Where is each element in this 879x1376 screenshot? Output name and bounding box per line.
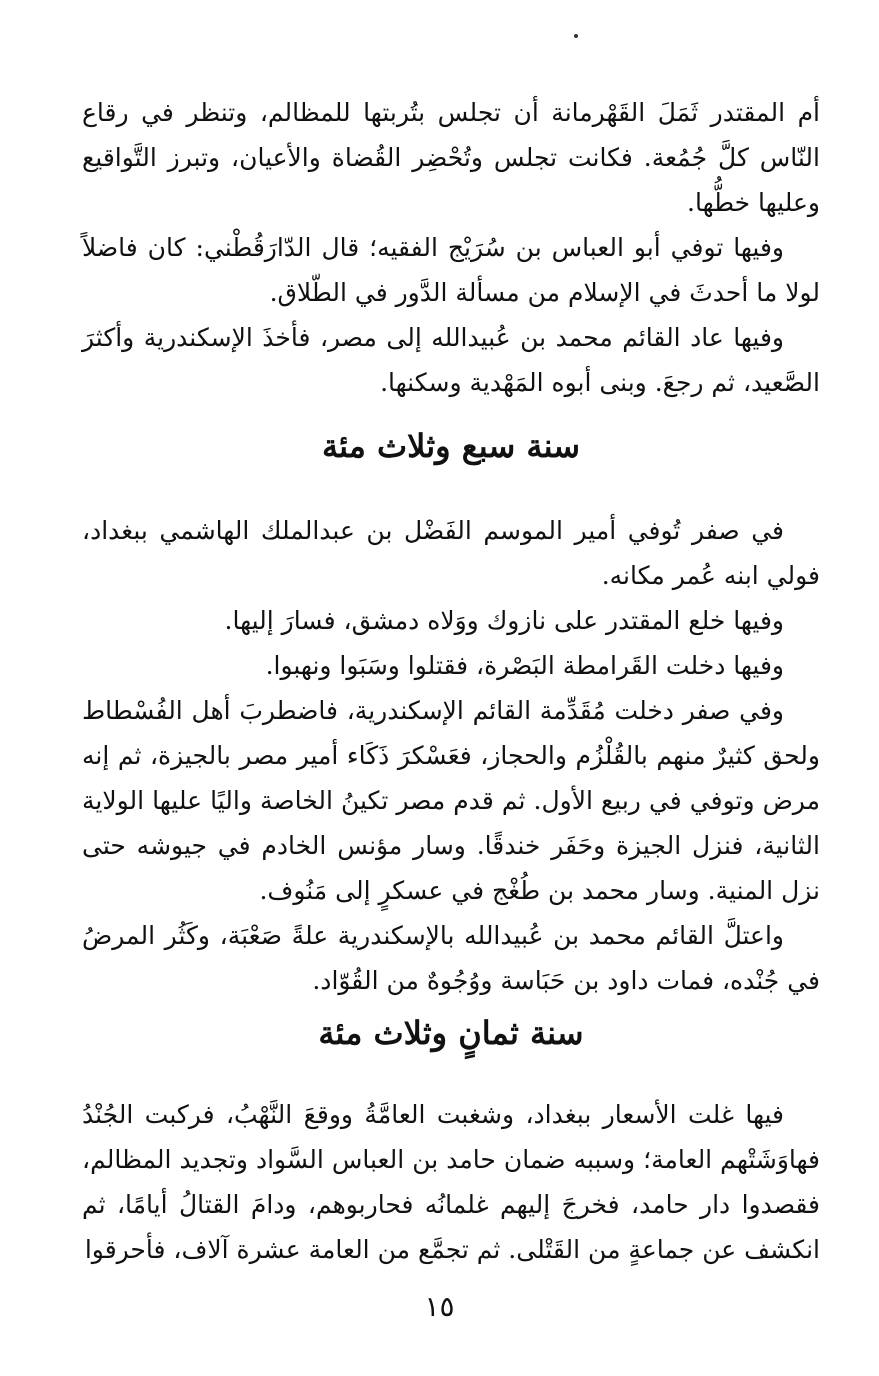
page-number: ١٥ [424, 1290, 455, 1323]
paragraph: في صفر تُوفي أمير الموسم الفَضْل بن عبدالملك الهاشمي ببغداد، فولي ابنه عُمر مكانه. [82, 516, 820, 590]
paragraph: وفيها خلع المقتدر على نازوك ووَلاه دمشق، فسارَ إليها. [224, 606, 784, 635]
ink-dot [574, 34, 578, 38]
paragraph: واعتلَّ القائم محمد بن عُبيدالله بالإسكندرية علةً صَعْبَة، وكَثُر المرضُ في جُنْده، فمات داود بن حَبَاسة ووُجُوهٌ من القُوّاد. [82, 921, 820, 995]
paragraph: وفيها توفي أبو العباس بن سُرَيْج الفقيه؛ قال الدّارَقُطْني: كان فاضلاً لولا ما أحدثَ في الإسلام من مسألة الدَّور في الطّلاق. [82, 233, 820, 307]
paragraph: وفي صفر دخلت مُقَدِّمة القائم الإسكندرية، فاضطربَ أهل الفُسْطاط ولحق كثيرٌ منهم بالقُلْزُم والحجاز، فعَسْكرَ ذَكَاء أمير مصر بالجيزة، ثم إنه مرض وتوفي في ربيع الأول. ثم قدم مصر تكينُ الخاصة واليًا عليها الولاية الثانية، فنزل الجيزة وحَفَر خندقًا. وسار مؤنس الخادم في جيوشه حتى نزل المنية. وسار محمد بن طُغْج في عسكرٍ إلى مَنُوف. [82, 696, 820, 905]
year-308-text-block [82, 1092, 820, 1272]
year-heading: سنة ثمانٍ وثلاث مئة [318, 1014, 584, 1052]
year-heading: سنة سبع وثلاث مئة [321, 427, 581, 465]
paragraph: وفيها عاد القائم محمد بن عُبيدالله إلى مصر، فأخذَ الإسكندرية وأكثرَ الصَّعيد، ثم رجعَ. وبنى أبوه المَهْدية وسكنها. [82, 323, 820, 397]
opening-text-block [82, 90, 820, 405]
year-307-text-block [82, 508, 820, 1003]
paragraph: وفيها دخلت القَرامطة البَصْرة، فقتلوا وسَبَوا ونهبوا. [265, 651, 784, 680]
paragraph: أم المقتدر ثَمَلَ القَهْرمانة أن تجلس بتُربتها للمظالم، وتنظر في رقاع النّاس كلَّ جُمُعة. فكانت تجلس وتُحْضِر القُضاة والأعيان، وتبرز التَّواقيع وعليها خطُّها. [82, 98, 820, 217]
paragraph: فيها غلت الأسعار ببغداد، وشغبت العامَّةُ ووقعَ النَّهْبُ، فركبت الجُنْدُ فهاوَشَتْهم العامة؛ وسببه ضمان حامد بن العباس السَّواد وتجديد المظالم، فقصدوا دار حامد، فخرجَ إليهم غلمانُه فحاربوهم، ودامَ القتالُ أيامًا، ثم انكشف عن جماعةٍ من القَتْلى. ثم تجمَّع من العامة عشرة آلاف، فأحرقوا [82, 1100, 820, 1264]
